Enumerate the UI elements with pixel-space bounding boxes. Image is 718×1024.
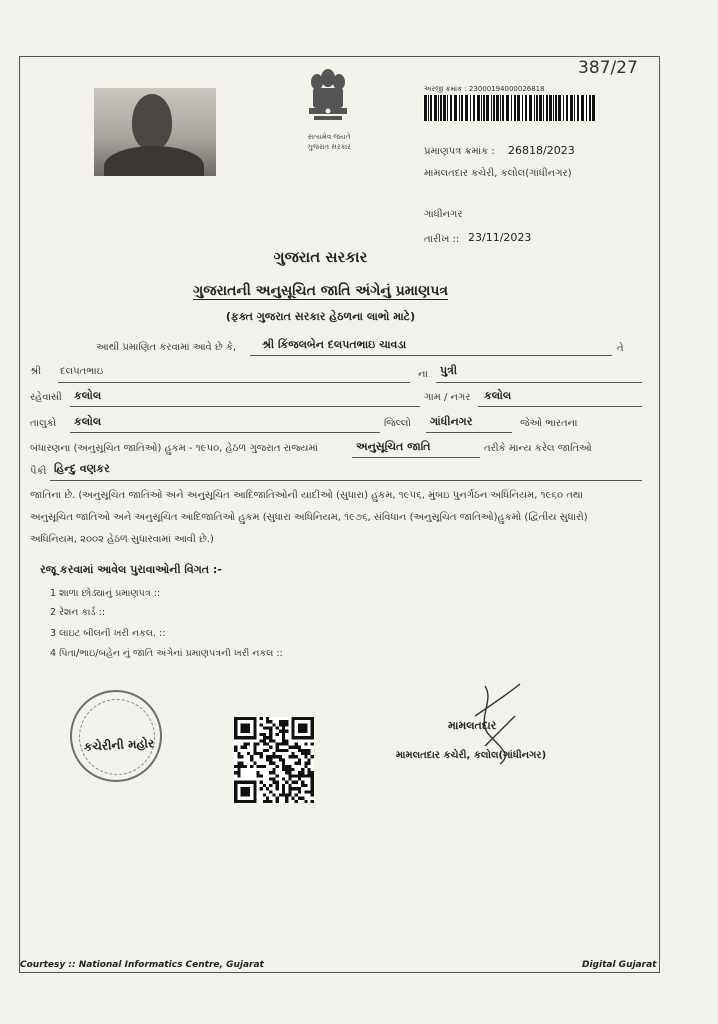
emblem-caption: સત્યમેવ જયતે ગુજરાત સરકાર xyxy=(307,133,351,151)
taluka-label: તાલુકો xyxy=(30,418,57,429)
signatory-title: મામલતદાર xyxy=(448,719,497,732)
issue-date: 23/11/2023 xyxy=(468,231,532,244)
village-value: કલોલ xyxy=(484,389,512,402)
taluka-value: કલોલ xyxy=(74,415,102,428)
shri-text: શ્રી xyxy=(30,366,42,377)
sub-caste-label: પૈકી xyxy=(30,466,47,477)
district-value: ગાંધીનગર xyxy=(430,415,473,428)
stamp-text: કચેરીની મહોર xyxy=(83,736,155,754)
handwritten-number: 387/27 xyxy=(578,58,638,78)
relation: પુત્રી xyxy=(440,364,458,377)
legal-paragraph: જાતિના છે. (અનુસૂચિત જાતિઓ અને અનુસૂચિત આદિજાતિઓની યાદીઓ (સુધારા) હુકમ, ૧૯૫૬, મુંબઇ પુનર્ગઠન અધિનિયમ, ૧૯૬૦ તથા અનુસૂચિત જાતિઓ અને અનુસૂચિત આદિજાતિઓ હુકમ (સુધારા અધિનિયમ, ૧૯૭૬, સંવિધાન (અનુસૂચિત જાતિઓ)હુકમો (દ્વિતીય સુધારો) અધિનિયમ, ૨૦૦૨ હેઠળ સુધારવામાં આવી છે.) xyxy=(30,490,588,545)
date-label: તારીખ :: xyxy=(424,234,460,245)
resident-label: રહેવાસી xyxy=(30,392,62,403)
constitution-text: બંધારણના (અનુસૂચિત જાતિઓ) હુકમ - ૧૯૫૦, હેઠળ ગુજરાત રાજ્યમાં xyxy=(30,443,318,454)
application-number: અરજી ક્રમાંક : 23000194000026818 xyxy=(424,85,545,93)
district-label: જિલ્લો xyxy=(384,418,411,429)
certificate-number: 26818/2023 xyxy=(508,144,575,157)
issue-place: ગાંધીનગર xyxy=(424,209,463,220)
na-text: ના xyxy=(418,369,428,380)
qr-code-icon xyxy=(234,717,314,803)
evidence-item: 3 લાઇટ બીલની ખરી નકલ. :: xyxy=(50,628,166,639)
sub-caste-value: હિન્દુ વણકર xyxy=(54,462,110,475)
certificate-subtitle: (ફક્ત ગુજરાત સરકાર હેઠળના લાભો માટે) xyxy=(225,310,416,323)
state-emblem-icon xyxy=(302,66,354,130)
intro-text: આથી પ્રમાણિત કરવામાં આવે છે કે, xyxy=(96,342,237,353)
government-title: ગુજરાત સરકાર xyxy=(273,248,368,266)
joo-bharat-text: જેઓ ભારતના xyxy=(520,418,578,429)
te-text: તે xyxy=(617,343,624,354)
resident-value: કલોલ xyxy=(74,389,102,402)
certificate-title: ગુજરાતની અનુસૂચિત જાતિ અંગેનું પ્રમાણપત્ર xyxy=(192,283,448,299)
evidence-heading: રજૂ કરવામાં આવેલ પુરાવાઓની વિગત :- xyxy=(40,563,222,576)
village-label: ગામ / નગર xyxy=(424,392,471,403)
certificate-number-label: પ્રમાણપત્ર ક્રમાંક : xyxy=(424,146,495,157)
recognized-text: તરીકે માન્ય કરેલ જાતિઓ xyxy=(484,443,592,454)
evidence-item: 4 પિતા/ભાઇ/બહેન નું જાતિ અંગેનાં પ્રમાણપત્રની ખરી નકલ :: xyxy=(50,648,283,659)
evidence-item: 1 શાળા છોડ્યાનું પ્રમાણપત્ર :: xyxy=(50,588,161,599)
barcode-icon xyxy=(422,95,596,121)
footer-digital-gujarat: Digital Gujarat xyxy=(582,960,657,970)
evidence-item: 2 રેશન કાર્ડ :: xyxy=(50,607,106,618)
caste-category: અનુસૂચિત જાતિ xyxy=(356,440,431,453)
signatory-office: મામલતદાર કચેરી, કલોલ(ગાંધીનગર) xyxy=(396,750,547,761)
father-name: દલપતભાઇ xyxy=(60,366,104,377)
person-name: શ્રી કિંજલબેન દલપતભાઇ ચાવડા xyxy=(262,338,407,351)
footer-courtesy: Courtesy :: National Informatics Centre, Gujarat xyxy=(20,960,264,970)
applicant-photo xyxy=(94,88,216,176)
issuing-office: મામલતદાર કચેરી, કલોલ(ગાંધીનગર) xyxy=(424,168,572,179)
